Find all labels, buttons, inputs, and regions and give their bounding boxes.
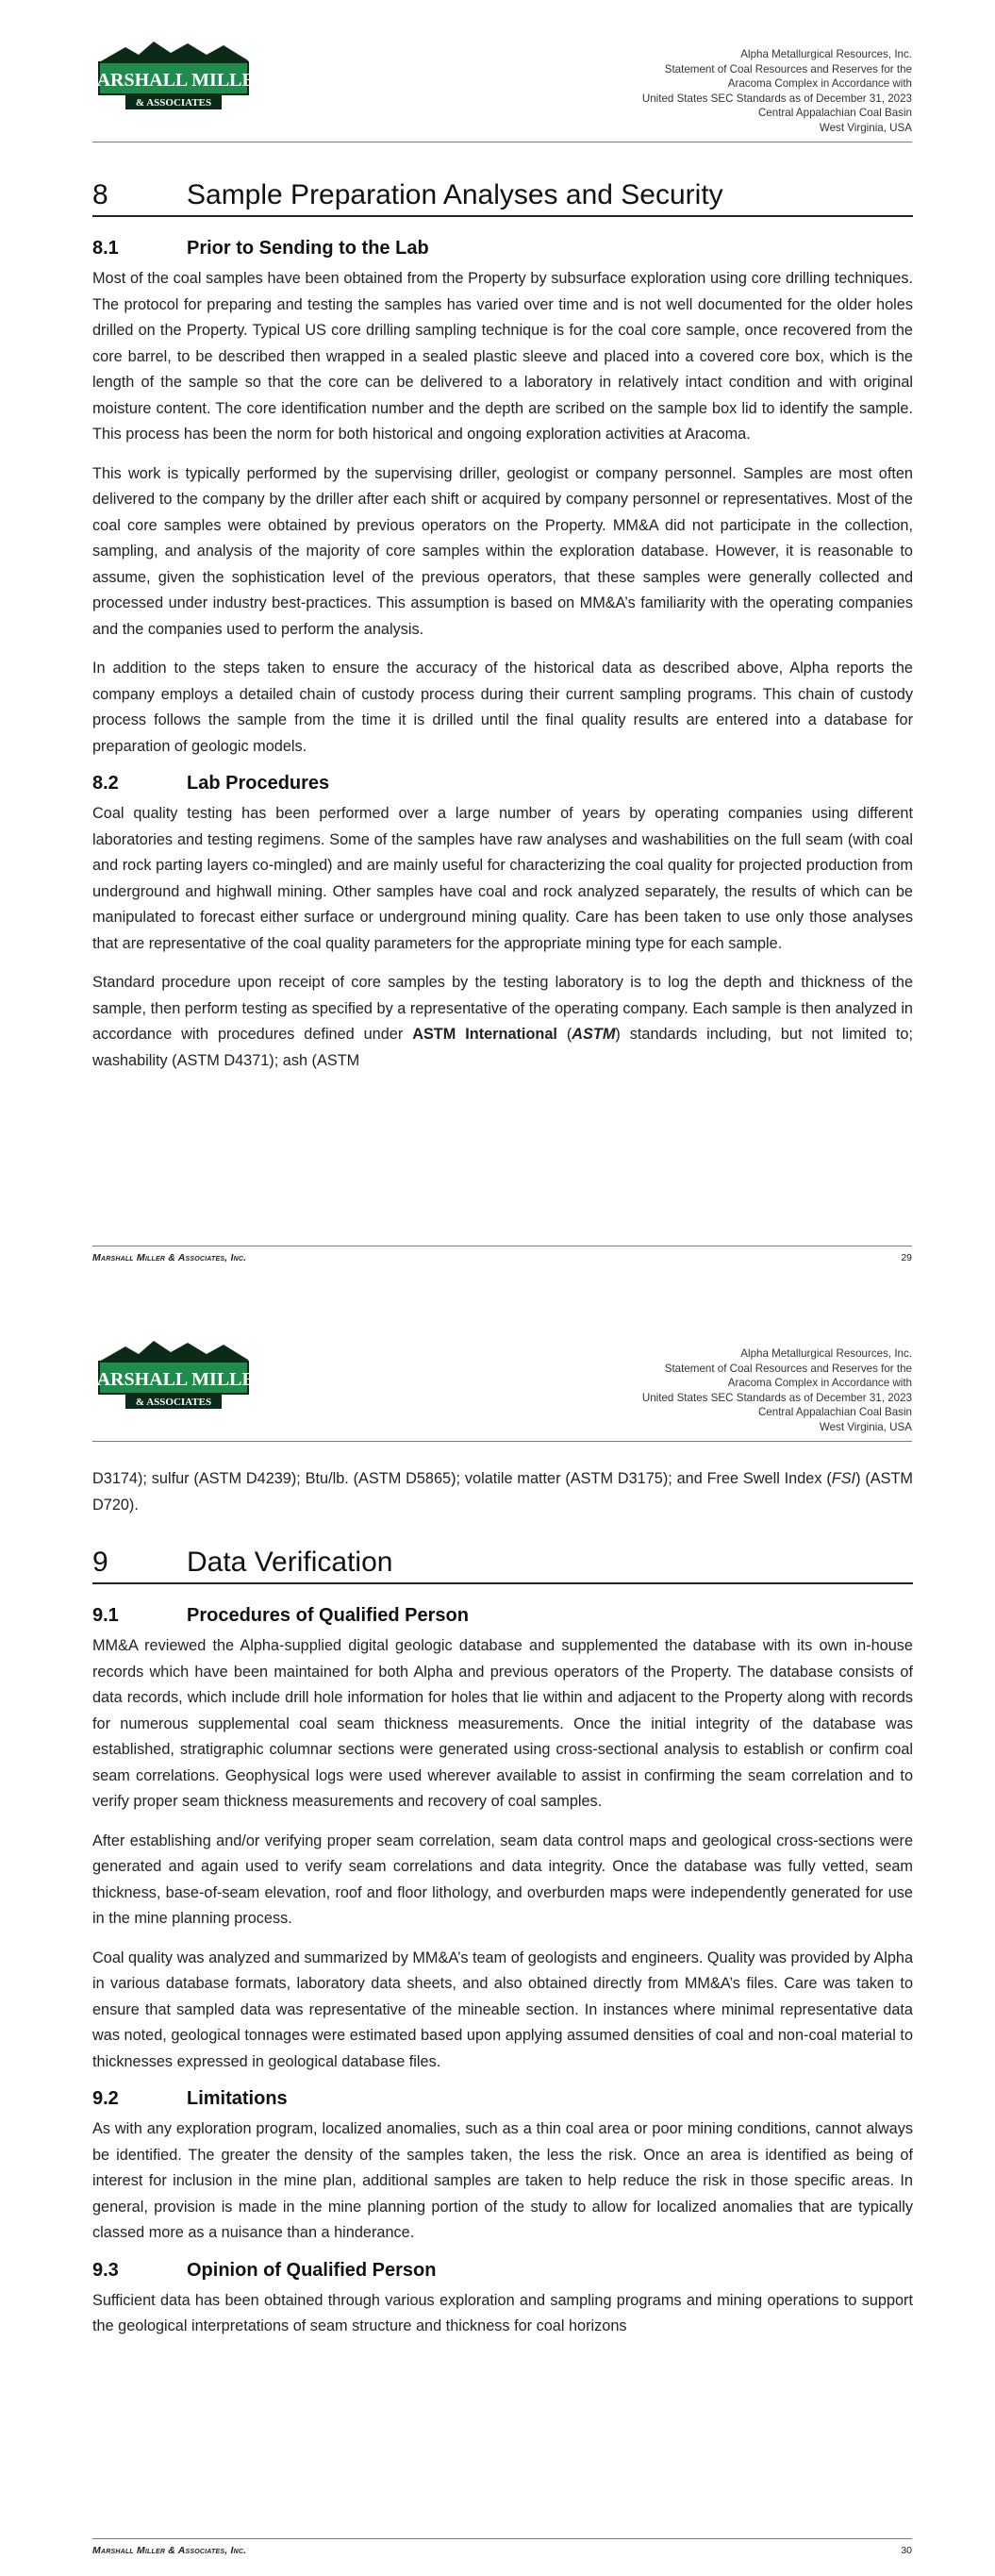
subsection-title: Opinion of Qualified Person [187,2259,437,2281]
header-line: West Virginia, USA [819,1420,912,1433]
header-line: Alpha Metallurgical Resources, Inc. [740,1347,912,1360]
subsection-title: Prior to Sending to the Lab [187,238,429,259]
company-logo [78,38,269,113]
section-number: 8 [92,179,108,210]
subsection-title: Procedures of Qualified Person [187,1605,469,1626]
text-run: ) (ASTM D720). [92,1470,913,1514]
subsection-title: Limitations [187,2088,288,2109]
section-number: 9 [92,1547,108,1578]
subsection-heading [92,773,913,795]
subsection-number: 9.2 [92,2088,119,2109]
paragraph: Coal quality was analyzed and summarized by MM&A’s team of geologists and engineers. Quality was provided by Alpha in various database formats, laboratory data sheets, and also obtained directly from MM&A’s files. Care was taken to ensure that sampled data was representative of the mineable section. In instances where minimal representative data was noted, geological tonnages were estimated based upon applying assumed densities of coal and non-coal material to thicknesses expressed in geological database files. [92,1949,913,2070]
subsection-heading [92,1605,913,1627]
section-title: Data Verification [187,1547,393,1578]
document-page-29 [0,0,995,1285]
header-line: Aracoma Complex in Accordance with [727,77,912,91]
header-line: United States SEC Standards as of December 31, 2023 [641,92,912,105]
subsection-number: 8.2 [92,773,119,794]
subsection-title: Lab Procedures [187,773,330,794]
section-heading [92,1539,913,1584]
header-line: Statement of Coal Resources and Reserves for the [664,1362,912,1375]
header-line: West Virginia, USA [819,121,912,134]
paragraph-continued [92,1466,913,1518]
header-line: Statement of Coal Resources and Reserves for the [664,62,912,75]
astm-international-term: ASTM International [412,1026,557,1043]
page-footer [92,2538,912,2556]
paragraph: This work is typically performed by the supervising driller, geologist or company personnel. Samples are most often delivered to the company by the driller after each shift or acquired by company personnel or representatives. Most of the coal core samples were obtained by previous operators on the Property. MM&A did not participate in the collection, sampling, and analysis of the majority of core samples within the exploration database. However, it is reasonable to assume, given the sophistication level of the previous operators, that these samples were generally collected and processed under industry best-practices. This assumption is based on MM&A’s familiarity with the operating companies and the companies used to perform the analysis. [92,464,913,638]
fsi-abbreviation: FSI [831,1470,856,1487]
header-line: Aracoma Complex in Accordance with [727,1377,912,1390]
subsection-heading [92,2088,913,2110]
header-line: Central Appalachian Coal Basin [757,107,912,120]
footer-firm-name: Marshall Miller & Associates, Inc. [92,2545,247,2556]
subsection-heading [92,2260,913,2282]
paragraph: Sufficient data has been obtained through various exploration and sampling programs and mining operations to support the geological interpretations of seam structure and thickness for coal horizons [92,2291,913,2334]
header-rule [92,1441,912,1442]
svg-text:& ASSOCIATES: & ASSOCIATES [135,97,212,109]
paragraph: MM&A reviewed the Alpha-supplied digital geologic database and supplemented the database with its own in-house records which have been maintained for both Alpha and previous operators of the Property. The database consists of data records, which include drill hole information for holes that lie within and adjacent to the Property along with records for numerous supplemental coal seam thickness measurements. Once the initial integrity of the database was established, stratigraphic columnar sections were generated using cross-sectional analysis to establish or confirm coal seam correlations. Geophysical logs were used wherever available to assist in confirming the seam correlation and to verify proper seam thickness measurements and recovery of coal samples. [92,1637,913,1810]
page-footer [92,1246,912,1263]
subsection-number: 8.1 [92,238,119,259]
svg-text:MARSHALL MILLER: MARSHALL MILLER [78,1369,269,1390]
text-run: Standard procedure upon receipt of core samples by the testing laboratory is to log the depth and thickness of the sample, then perform testing as specified by a representative of the operating company. Each sample is then analyzed in accordance with procedures defined under [92,974,913,1043]
footer-firm-name: Marshall Miller & Associates, Inc. [92,1252,247,1263]
company-logo [78,1337,269,1413]
subsection-number: 9.1 [92,1605,119,1626]
paragraph: After establishing and/or verifying proper seam correlation, seam data control maps and geological cross-sections were generated and again used to verify seam correlations and data integrity. Once the database was fully vetted, seam thickness, base-of-seam elevation, roof and floor lithology, and overburden maps were independently generated for use in the mine planning process. [92,1832,913,1927]
header-line: Central Appalachian Coal Basin [757,1406,912,1419]
text-run: ( [556,1026,572,1043]
header-line: United States SEC Standards as of December 31, 2023 [641,1391,912,1404]
paragraph: Coal quality testing has been performed over a large number of years by operating companies using different laboratories and testing regimens. Some of the samples have raw analyses and washabilities on the full seam (with coal and rock parting layers co-mingled) and are mainly useful for characterizing the coal quality for projected production from underground and highwall mining. Other samples have coal and rock analyzed separately, the results of which can be manipulated to forecast either surface or underground mining quality. Care has been taken to use only those analyses that are representative of the coal quality parameters for the appropriate mining type for each sample. [92,805,913,952]
paragraph: In addition to the steps taken to ensure the accuracy of the historical data as described above, Alpha reports the company employs a detailed chain of custody process during their current sampling programs. This chain of custody process follows the sample from the time it is drilled until the final quality results are entered into a database for preparation of geologic models. [92,660,913,755]
subsection-heading [92,238,913,259]
text-run: standards including, but not limited to; washability (ASTM D4371); ash (ASTM [92,1026,913,1069]
subsection-number: 9.3 [92,2259,119,2281]
header-line: Alpha Metallurgical Resources, Inc. [740,48,912,60]
paragraph [92,970,913,1074]
paragraph: Most of the coal samples have been obtained from the Property by subsurface exploration using core drilling techniques. The protocol for preparing and testing the samples has varied over time and is not well documented for the older holes drilled on the Property. Typical US core drilling sampling technique is for the coal core sample, once recovered from the core barrel, to be described then wrapped in a sealed plastic sleeve and placed into a covered core box, which is the length of the sample so that the core can be delivered to a laboratory in relatively intact condition and with original moisture content. The core identification number and the depth are scribed on the sample box lid to identify the sample. This process has been the norm for both historical and ongoing exploration activities at Aracoma. [92,270,913,443]
page-body [92,172,913,1074]
page-number: 30 [901,2545,912,2556]
text-run: D3174); sulfur (ASTM D4239); Btu/lb. (ASTM D5865); volatile matter (ASTM D3175); and Free Swell Index ( [92,1470,832,1487]
page-body [92,1466,913,2340]
page-number: 29 [901,1252,912,1263]
svg-text:MARSHALL MILLER: MARSHALL MILLER [78,70,269,91]
text-run: ) [615,1026,621,1043]
svg-text:& ASSOCIATES: & ASSOCIATES [135,1397,212,1408]
paragraph: As with any exploration program, localized anomalies, such as a thin coal area or poor mining conditions, cannot always be identified. The greater the density of the samples taken, the less the risk. Once an area is identified as being of interest for inclusion in the mine plan, additional samples are taken to help reduce the risk in those specific areas. In general, provision is made in the mine planning portion of the study to allow for localized anomalies that are typically classed more as a nuisance than a hinderance. [92,2120,913,2241]
page-header [642,1347,912,1435]
page-header [642,47,912,136]
section-title: Sample Preparation Analyses and Security [187,179,723,210]
section-heading [92,172,913,217]
document-page-30 [0,1285,995,2576]
astm-abbreviation: ASTM [572,1026,616,1043]
